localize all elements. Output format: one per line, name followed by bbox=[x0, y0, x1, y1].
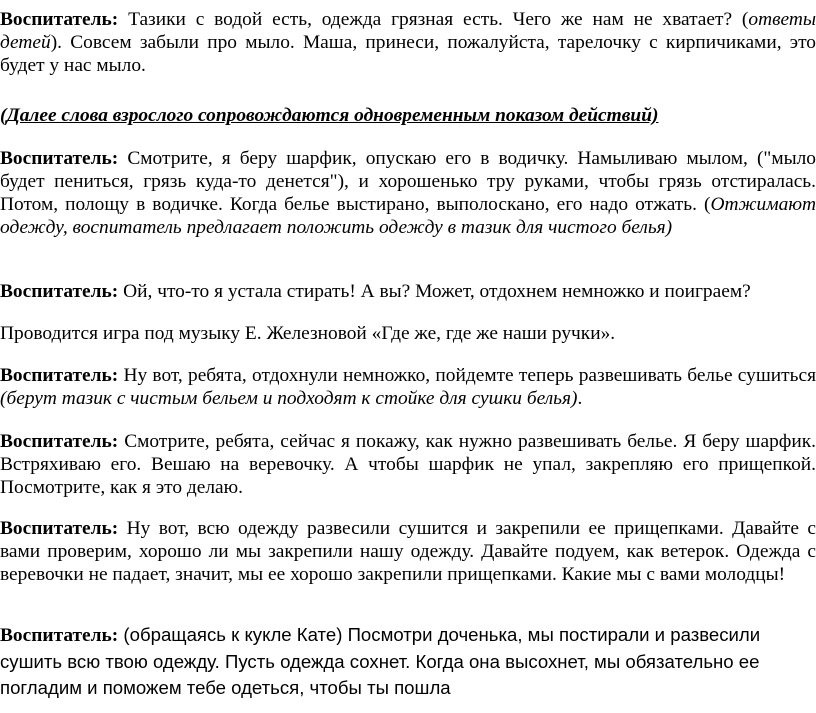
paragraph-7 bbox=[0, 430, 816, 499]
paragraph-text: Ну вот, ребята, отдохнули немножко, пойдемте теперь развешивать белье сушиться bbox=[118, 365, 816, 386]
stage-direction: (Далее слова взрослого сопровождаются одновременным показом действий) bbox=[0, 105, 659, 126]
italic-remark: (берут тазик с чистым бельем и подходят к стойке для сушки белья) bbox=[0, 388, 578, 409]
paragraph-6 bbox=[0, 364, 816, 410]
speaker-label: Воспитатель: bbox=[0, 431, 119, 452]
paragraph-text: ). Совсем забыли про мыло. Маша, принеси, пожалуйста, тарелочку с кирпичиками, это будет у нас мыло. bbox=[0, 32, 816, 76]
paragraph-1 bbox=[0, 8, 816, 77]
paragraph-text: Проводится игра под музыку Е. Железновой «Где же, где же наши ручки». bbox=[0, 323, 616, 344]
paragraph-4 bbox=[0, 280, 816, 303]
speaker-label: Воспитатель: bbox=[0, 518, 119, 539]
paragraph-text: Тазики с водой есть, одежда грязная есть. Чего же нам не хватает? ( bbox=[118, 9, 749, 30]
paragraph-text: Смотрите, ребята, сейчас я покажу, как нужно развешивать белье. Я беру шарфик. Встряхиваю его. Вешаю на веревочку. А чтобы шарфик не упал, закрепляю его прищепкой. Посмотрите, как я это делаю. bbox=[0, 431, 816, 498]
paragraph-5 bbox=[0, 322, 816, 345]
paragraph-8 bbox=[0, 517, 816, 586]
paragraph-text: (обращаясь к кукле Кате) Посмотри доченька, мы постирали и развесили сушить всю твою одежду. Пусть одежда сохнет. Когда она высохнет, мы обязательно ее погладим и поможем тебе одеться, чтобы ты пошла bbox=[0, 624, 761, 698]
speaker-label: Воспитатель: bbox=[0, 365, 119, 386]
paragraph-text: Ой, что-то я устала стирать! А вы? Может, отдохнем немножко и поиграем? bbox=[118, 281, 751, 302]
speaker-label: Воспитатель: bbox=[0, 9, 119, 30]
paragraph-9 bbox=[0, 622, 816, 701]
italic-remark: Отжимают одежду, воспитатель предлагает положить одежду в тазик для чистого белья) bbox=[0, 194, 816, 238]
paragraph-2 bbox=[0, 104, 816, 127]
italic-remark: ответы детей bbox=[0, 9, 816, 53]
speaker-label: Воспитатель: bbox=[0, 625, 119, 646]
speaker-label: Воспитатель: bbox=[0, 281, 119, 302]
paragraph-text: Ну вот, всю одежду развесили сушится и закрепили ее прищепками. Давайте с вами проверим, хорошо ли мы закрепили нашу одежду. Давайте подуем, как ветерок. Одежда с веревочки не падает, значит, мы ее хорошо закрепили прищепками. Какие мы с вами молодцы! bbox=[0, 518, 816, 585]
paragraph-text: . bbox=[577, 388, 583, 409]
paragraph-text: Смотрите, я беру шарфик, опускаю его в водичку. Намыливаю мылом, ("мыло будет пениться, грязь куда-то денется"), и хорошенько тру руками, чтобы грязь отстиралась. Потом, полощу в водичке. Когда белье выстирано, выполоскано, его надо отжать. ( bbox=[0, 148, 816, 215]
paragraph-3 bbox=[0, 147, 816, 239]
speaker-label: Воспитатель: bbox=[0, 148, 119, 169]
